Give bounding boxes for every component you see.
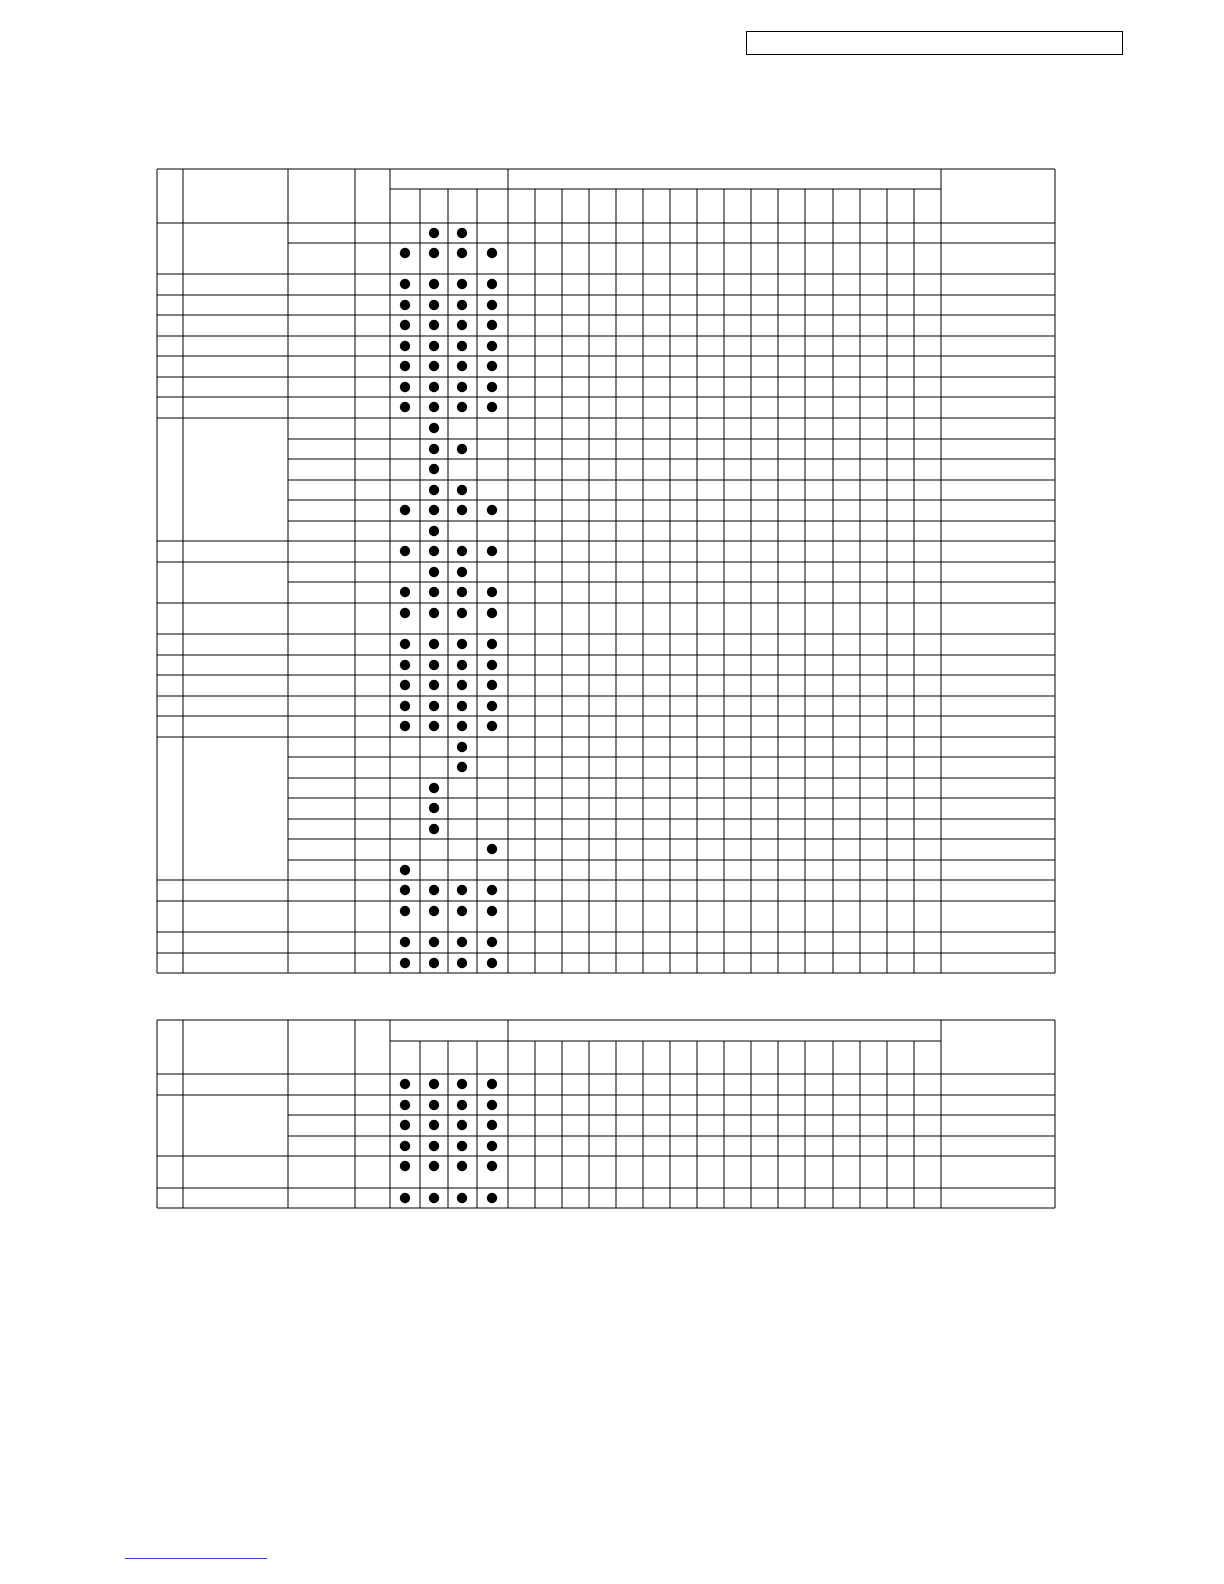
filled-dot-marker (457, 382, 467, 392)
filled-dot-marker (429, 341, 439, 351)
filled-dot-marker (400, 1100, 410, 1110)
filled-dot-marker (487, 300, 497, 310)
filled-dot-marker (487, 248, 497, 258)
filled-dot-marker (487, 402, 497, 412)
filled-dot-marker (487, 279, 497, 289)
filled-dot-marker (400, 906, 410, 916)
filled-dot-marker (457, 1120, 467, 1130)
filled-dot-marker (400, 639, 410, 649)
filled-dot-marker (457, 1079, 467, 1089)
filled-dot-marker (457, 546, 467, 556)
filled-dot-marker (457, 885, 467, 895)
filled-dot-marker (429, 1079, 439, 1089)
filled-dot-marker (457, 906, 467, 916)
filled-dot-marker (457, 567, 467, 577)
filled-dot-marker (457, 444, 467, 454)
filled-dot-marker (487, 1079, 497, 1089)
filled-dot-marker (457, 680, 467, 690)
filled-dot-marker (400, 885, 410, 895)
filled-dot-marker (429, 526, 439, 536)
filled-dot-marker (429, 361, 439, 371)
filled-dot-marker (487, 505, 497, 515)
filled-dot-marker (457, 361, 467, 371)
filled-dot-marker (457, 1100, 467, 1110)
filled-dot-marker (457, 485, 467, 495)
filled-dot-marker (487, 680, 497, 690)
filled-dot-marker (487, 906, 497, 916)
filled-dot-marker (457, 248, 467, 258)
filled-dot-marker (400, 660, 410, 670)
filled-dot-marker (429, 1141, 439, 1151)
filled-dot-marker (429, 906, 439, 916)
filled-dot-marker (487, 937, 497, 947)
filled-dot-marker (400, 937, 410, 947)
filled-dot-marker (400, 248, 410, 258)
filled-dot-marker (429, 701, 439, 711)
filled-dot-marker (487, 701, 497, 711)
filled-dot-marker (400, 608, 410, 618)
filled-dot-marker (429, 444, 439, 454)
filled-dot-marker (400, 1120, 410, 1130)
filled-dot-marker (457, 639, 467, 649)
filled-dot-marker (400, 341, 410, 351)
filled-dot-marker (400, 546, 410, 556)
filled-dot-marker (457, 958, 467, 968)
filled-dot-marker (429, 464, 439, 474)
filled-dot-marker (429, 783, 439, 793)
filled-dot-marker (429, 608, 439, 618)
filled-dot-marker (487, 382, 497, 392)
filled-dot-marker (429, 639, 439, 649)
filled-dot-marker (487, 1100, 497, 1110)
filled-dot-marker (487, 721, 497, 731)
filled-dot-marker (400, 1161, 410, 1171)
filled-dot-marker (457, 701, 467, 711)
filled-dot-marker (457, 742, 467, 752)
filled-dot-marker (400, 361, 410, 371)
filled-dot-marker (400, 279, 410, 289)
filled-dot-marker (487, 608, 497, 618)
filled-dot-marker (487, 546, 497, 556)
filled-dot-marker (400, 402, 410, 412)
filled-dot-marker (487, 639, 497, 649)
filled-dot-marker (429, 228, 439, 238)
filled-dot-marker (429, 958, 439, 968)
filled-dot-marker (457, 320, 467, 330)
filled-dot-marker (457, 341, 467, 351)
filled-dot-marker (400, 505, 410, 515)
filled-dot-marker (400, 587, 410, 597)
filled-dot-marker (487, 660, 497, 670)
filled-dot-marker (487, 958, 497, 968)
filled-dot-marker (429, 423, 439, 433)
filled-dot-marker (487, 885, 497, 895)
filled-dot-marker (487, 320, 497, 330)
filled-dot-marker (457, 660, 467, 670)
filled-dot-marker (429, 402, 439, 412)
filled-dot-marker (429, 546, 439, 556)
filled-dot-marker (429, 680, 439, 690)
filled-dot-marker (400, 1141, 410, 1151)
filled-dot-marker (429, 382, 439, 392)
filled-dot-marker (487, 1120, 497, 1130)
filled-dot-marker (429, 567, 439, 577)
filled-dot-marker (457, 505, 467, 515)
filled-dot-marker (457, 1193, 467, 1203)
filled-dot-marker (457, 762, 467, 772)
filled-dot-marker (429, 1193, 439, 1203)
footer-link[interactable] (125, 1558, 267, 1559)
filled-dot-marker (400, 1079, 410, 1089)
filled-dot-marker (429, 721, 439, 731)
filled-dot-marker (457, 279, 467, 289)
filled-dot-marker (429, 1161, 439, 1171)
filled-dot-marker (429, 885, 439, 895)
filled-dot-marker (457, 300, 467, 310)
filled-dot-marker (429, 1100, 439, 1110)
filled-dot-marker (429, 1120, 439, 1130)
filled-dot-marker (400, 680, 410, 690)
filled-dot-marker (487, 1161, 497, 1171)
filled-dot-marker (457, 587, 467, 597)
filled-dot-marker (457, 1141, 467, 1151)
filled-dot-marker (487, 341, 497, 351)
filled-dot-marker (487, 1193, 497, 1203)
filled-dot-marker (429, 824, 439, 834)
filled-dot-marker (429, 279, 439, 289)
filled-dot-marker (400, 320, 410, 330)
filled-dot-marker (429, 505, 439, 515)
filled-dot-marker (429, 660, 439, 670)
filled-dot-marker (487, 1141, 497, 1151)
filled-dot-marker (400, 958, 410, 968)
filled-dot-marker (457, 937, 467, 947)
filled-dot-marker (400, 865, 410, 875)
filled-dot-marker (457, 608, 467, 618)
filled-dot-marker (487, 844, 497, 854)
filled-dot-marker (457, 402, 467, 412)
filled-dot-marker (400, 701, 410, 711)
filled-dot-marker (457, 721, 467, 731)
filled-dot-marker (429, 587, 439, 597)
filled-dot-marker (457, 1161, 467, 1171)
filled-dot-marker (400, 1193, 410, 1203)
filled-dot-marker (429, 937, 439, 947)
filled-dot-marker (457, 228, 467, 238)
filled-dot-marker (429, 803, 439, 813)
filled-dot-marker (400, 721, 410, 731)
filled-dot-marker (487, 361, 497, 371)
filled-dot-marker (429, 248, 439, 258)
filled-dot-marker (429, 320, 439, 330)
filled-dot-marker (487, 587, 497, 597)
filled-dot-marker (429, 300, 439, 310)
filled-dot-marker (400, 300, 410, 310)
filled-dot-marker (429, 485, 439, 495)
filled-dot-marker (400, 382, 410, 392)
